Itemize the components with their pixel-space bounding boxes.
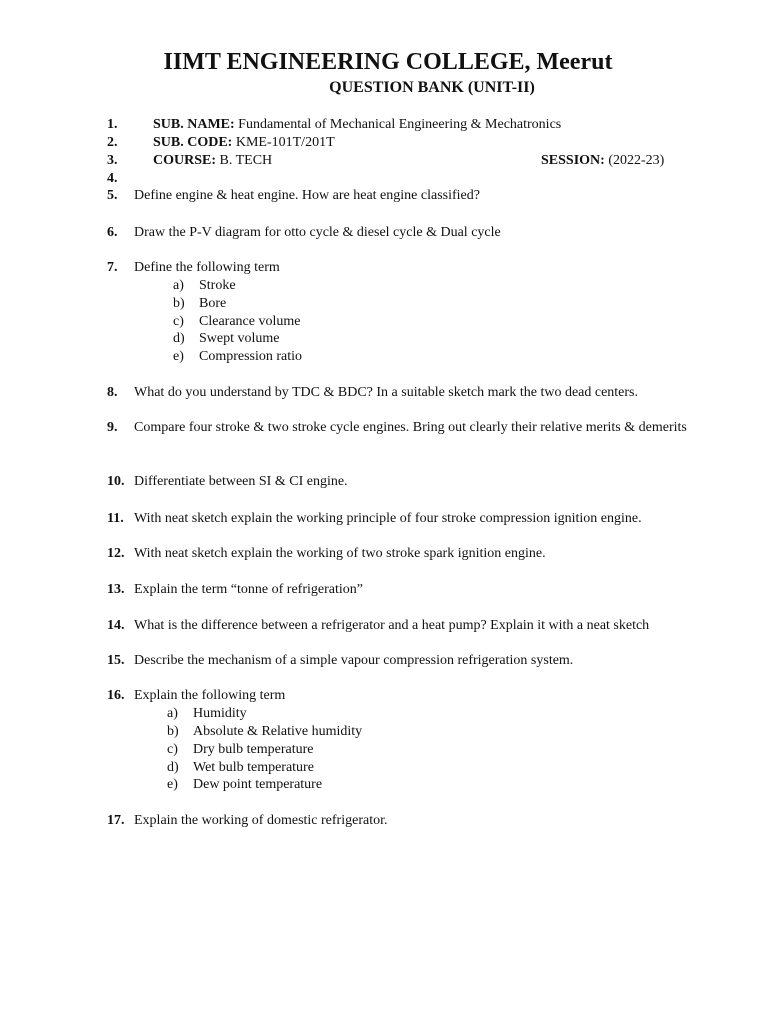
question-text: Describe the mechanism of a simple vapour compression refrigeration system.: [134, 653, 574, 668]
question-number: 13.: [107, 582, 125, 597]
question-16: [107, 687, 713, 705]
list-marker: b): [173, 296, 185, 311]
question-number: 14.: [107, 618, 125, 633]
question-number: 6.: [107, 225, 118, 240]
question-7: [107, 259, 713, 277]
list-marker: e): [167, 777, 178, 792]
subject-code-label: SUB. CODE:: [153, 135, 233, 150]
list-text: Humidity: [193, 706, 247, 721]
list-text: Stroke: [199, 278, 236, 293]
list-marker: a): [173, 278, 184, 293]
question-text: With neat sketch explain the working principle of four stroke compression ignition engine.: [134, 511, 642, 526]
list-text: Wet bulb temperature: [193, 760, 314, 775]
question-number: 5.: [107, 188, 118, 203]
question-bank-title: QUESTION BANK (UNIT-II): [329, 79, 535, 96]
session-field: [541, 152, 664, 170]
question-13: [107, 581, 713, 599]
list-text: Dry bulb temperature: [193, 742, 314, 757]
item-number: 2.: [107, 135, 118, 150]
list-marker: e): [173, 349, 184, 364]
list-text: Swept volume: [199, 331, 280, 346]
course-label: COURSE:: [153, 153, 217, 168]
question-text: Define the following term: [134, 260, 280, 275]
question-5: [107, 187, 713, 205]
question-10: [107, 473, 713, 491]
question-number: 10.: [107, 474, 125, 489]
subject-code-value: KME-101T/201T: [235, 135, 335, 150]
question-text: Differentiate between SI & CI engine.: [134, 474, 348, 489]
item-number: 1.: [107, 117, 118, 132]
list-marker: c): [173, 314, 184, 329]
list-marker: d): [167, 760, 179, 775]
list-marker: c): [167, 742, 178, 757]
question-text: Explain the working of domestic refrigerator.: [134, 813, 388, 828]
item-number: 3.: [107, 153, 118, 168]
question-17: [107, 812, 713, 830]
question-number: 12.: [107, 546, 125, 561]
list-text: Compression ratio: [199, 349, 303, 364]
question-number: 9.: [107, 420, 118, 435]
list-text: Dew point temperature: [193, 777, 323, 792]
list-marker: a): [167, 706, 178, 721]
question-11: [107, 510, 713, 528]
question-15: [107, 652, 713, 670]
question-number: 11.: [107, 511, 124, 526]
question-number: 8.: [107, 385, 118, 400]
question-text: Define engine & heat engine. How are heat engine classified?: [134, 188, 480, 203]
subject-name-value: Fundamental of Mechanical Engineering & Mechatronics: [238, 117, 562, 132]
subject-name-label: SUB. NAME:: [153, 117, 235, 132]
question-number: 16.: [107, 688, 125, 703]
question-text: What do you understand by TDC & BDC? In a suitable sketch mark the two dead centers.: [134, 385, 639, 400]
question-text: Explain the following term: [134, 688, 286, 703]
question-text: Draw the P-V diagram for otto cycle & diesel cycle & Dual cycle: [134, 225, 501, 240]
question-6: [107, 224, 713, 242]
course-value: B. TECH: [219, 153, 273, 168]
session-label: SESSION:: [541, 153, 605, 168]
question-number: 15.: [107, 653, 125, 668]
question-9: [107, 419, 713, 437]
list-marker: d): [173, 331, 185, 346]
question-text: Explain the term “tonne of refrigeration”: [134, 582, 363, 597]
course-row: [107, 152, 713, 170]
question-text: What is the difference between a refrigerator and a heat pump? Explain it with a neat sketch: [134, 618, 650, 633]
subject-code-row: [107, 134, 713, 152]
list-text: Bore: [199, 296, 227, 311]
list-text: Clearance volume: [199, 314, 301, 329]
session-value: (2022-23): [608, 153, 665, 168]
question-14: [107, 617, 713, 635]
college-title: IIMT ENGINEERING COLLEGE, Meerut: [163, 49, 613, 75]
item-number: 4.: [107, 171, 118, 186]
list-marker: b): [167, 724, 179, 739]
question-8: [107, 384, 713, 402]
question-text: With neat sketch explain the working of two stroke spark ignition engine.: [134, 546, 546, 561]
question-number: 17.: [107, 813, 125, 828]
question-number: 7.: [107, 260, 118, 275]
question-12: [107, 545, 713, 563]
question-text: Compare four stroke & two stroke cycle engines. Bring out clearly their relative merits & demerits: [134, 420, 687, 435]
subject-name-row: [107, 116, 713, 134]
list-text: Absolute & Relative humidity: [193, 724, 363, 739]
